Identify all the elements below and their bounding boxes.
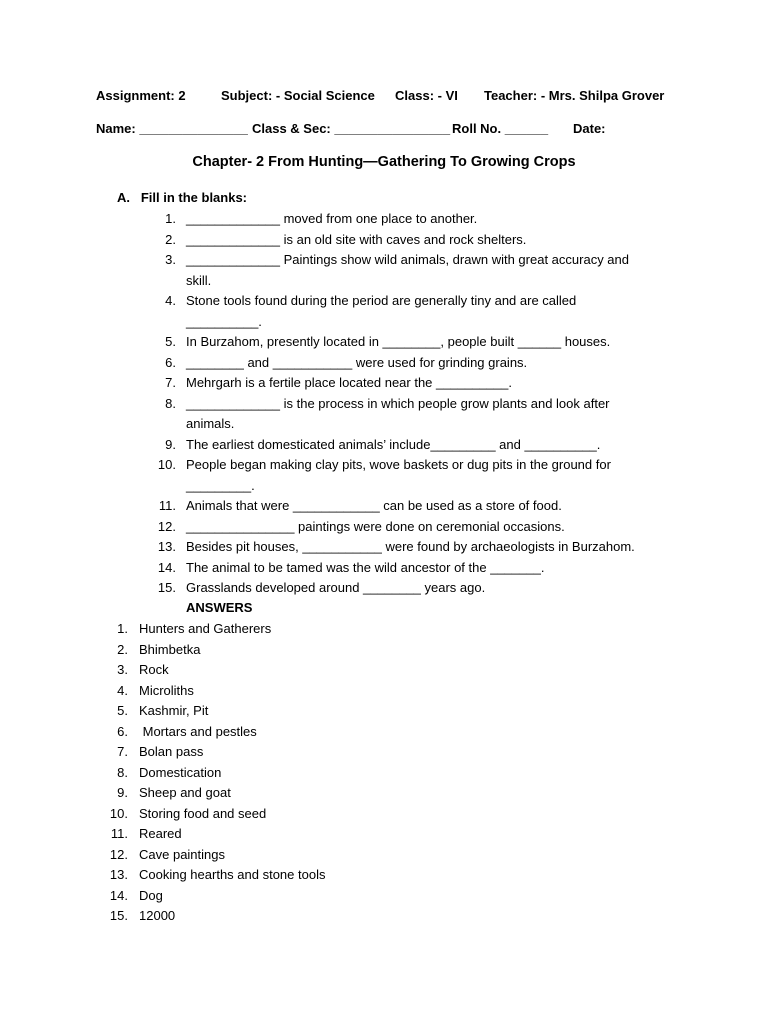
question-text: animals. <box>186 416 235 431</box>
question-number: 10. <box>157 457 176 472</box>
answer-text: Kashmir, Pit <box>139 703 209 718</box>
question-text: _____________ is the process in which people grow plants and look after <box>186 395 610 411</box>
answer-text: Microliths <box>139 682 194 698</box>
question-number: 9. <box>165 436 176 452</box>
question-text: _____________ moved from one place to another. <box>186 211 478 226</box>
question-number: 14. <box>157 559 176 575</box>
answer-number: 6. <box>117 723 128 739</box>
question-text: Grasslands developed around ________ years ago. <box>186 580 486 595</box>
class-label: Class: - VI <box>395 88 458 103</box>
question-number: 13. <box>157 539 176 554</box>
question-text: In Burzahom, presently located in ________, people built ______ houses. <box>186 334 611 349</box>
question-number: 3. <box>165 252 176 267</box>
subject-label: Subject: - Social Science <box>221 88 375 103</box>
question-text: ________ and ___________ were used for grinding grains. <box>186 354 528 370</box>
name-field: Name: _______________ <box>96 121 248 136</box>
question-number: 11. <box>158 498 176 513</box>
answer-text: Storing food and seed <box>139 805 267 821</box>
answer-number: 2. <box>117 641 128 657</box>
answer-number: 11. <box>110 826 128 841</box>
question-number: 15. <box>157 580 176 595</box>
answer-number: 13. <box>109 867 128 882</box>
header-row-2 <box>0 121 768 139</box>
answer-number: 1. <box>117 621 128 636</box>
question-number: 5. <box>165 334 176 349</box>
answer-text: Dog <box>139 887 163 903</box>
question-text: Stone tools found during the period are generally tiny and are called <box>186 293 577 308</box>
class-sec-field: Class & Sec: ________________ <box>252 121 451 136</box>
question-text: _________. <box>186 477 255 493</box>
question-text: _______________ paintings were done on ceremonial occasions. <box>186 518 565 534</box>
question-number: 7. <box>165 375 176 390</box>
answer-text: Mortars and pestles <box>139 723 257 739</box>
question-text: skill. <box>186 272 212 288</box>
header-row-1 <box>0 88 768 106</box>
assignment-label: Assignment: 2 <box>96 88 186 103</box>
answers-heading: ANSWERS <box>186 600 253 615</box>
answer-number: 12. <box>109 846 128 862</box>
answer-text: Hunters and Gatherers <box>139 621 272 636</box>
answer-number: 3. <box>117 662 128 677</box>
answer-text: Sheep and goat <box>139 785 231 800</box>
question-number: 2. <box>165 231 176 247</box>
answer-number: 7. <box>117 744 128 759</box>
question-text: __________. <box>186 313 262 329</box>
question-number: 12. <box>157 518 176 534</box>
question-text: Mehrgarh is a fertile place located near the __________. <box>186 375 512 390</box>
answer-text: Cave paintings <box>139 846 225 862</box>
answer-number: 8. <box>117 764 128 780</box>
question-number: 6. <box>165 354 176 370</box>
question-number: 4. <box>165 293 176 308</box>
answer-text: 12000 <box>139 908 176 923</box>
section-a-heading: A. Fill in the blanks: <box>117 190 248 205</box>
answer-text: Reared <box>139 826 182 841</box>
answer-text: Bolan pass <box>139 744 204 759</box>
answer-number: 9. <box>117 785 128 800</box>
question-text: The earliest domesticated animals’ include_________ and __________. <box>186 436 601 452</box>
teacher-label: Teacher: - Mrs. Shilpa Grover <box>484 88 665 103</box>
question-number: 1. <box>165 211 176 226</box>
date-field: Date: <box>573 121 606 136</box>
question-number: 8. <box>165 395 176 411</box>
answer-number: 5. <box>117 703 128 718</box>
question-text: _____________ Paintings show wild animals, drawn with great accuracy and <box>186 252 629 267</box>
answer-number: 15. <box>109 908 128 923</box>
answer-text: Cooking hearths and stone tools <box>139 867 326 882</box>
roll-no-field: Roll No. ______ <box>452 121 549 136</box>
answer-number: 10. <box>109 805 128 821</box>
question-text: The animal to be tamed was the wild ancestor of the _______. <box>186 559 545 575</box>
answer-number: 4. <box>117 682 128 698</box>
chapter-title: Chapter- 2 From Hunting—Gathering To Growing Crops <box>192 154 576 170</box>
answer-text: Bhimbetka <box>139 641 201 657</box>
answer-text: Domestication <box>139 764 222 780</box>
question-text: People began making clay pits, wove baskets or dug pits in the ground for <box>186 457 611 472</box>
question-text: _____________ is an old site with caves and rock shelters. <box>186 231 527 247</box>
answer-text: Rock <box>139 662 169 677</box>
answer-number: 14. <box>109 887 128 903</box>
question-text: Animals that were ____________ can be used as a store of food. <box>186 498 562 513</box>
question-text: Besides pit houses, ___________ were found by archaeologists in Burzahom. <box>186 539 635 554</box>
